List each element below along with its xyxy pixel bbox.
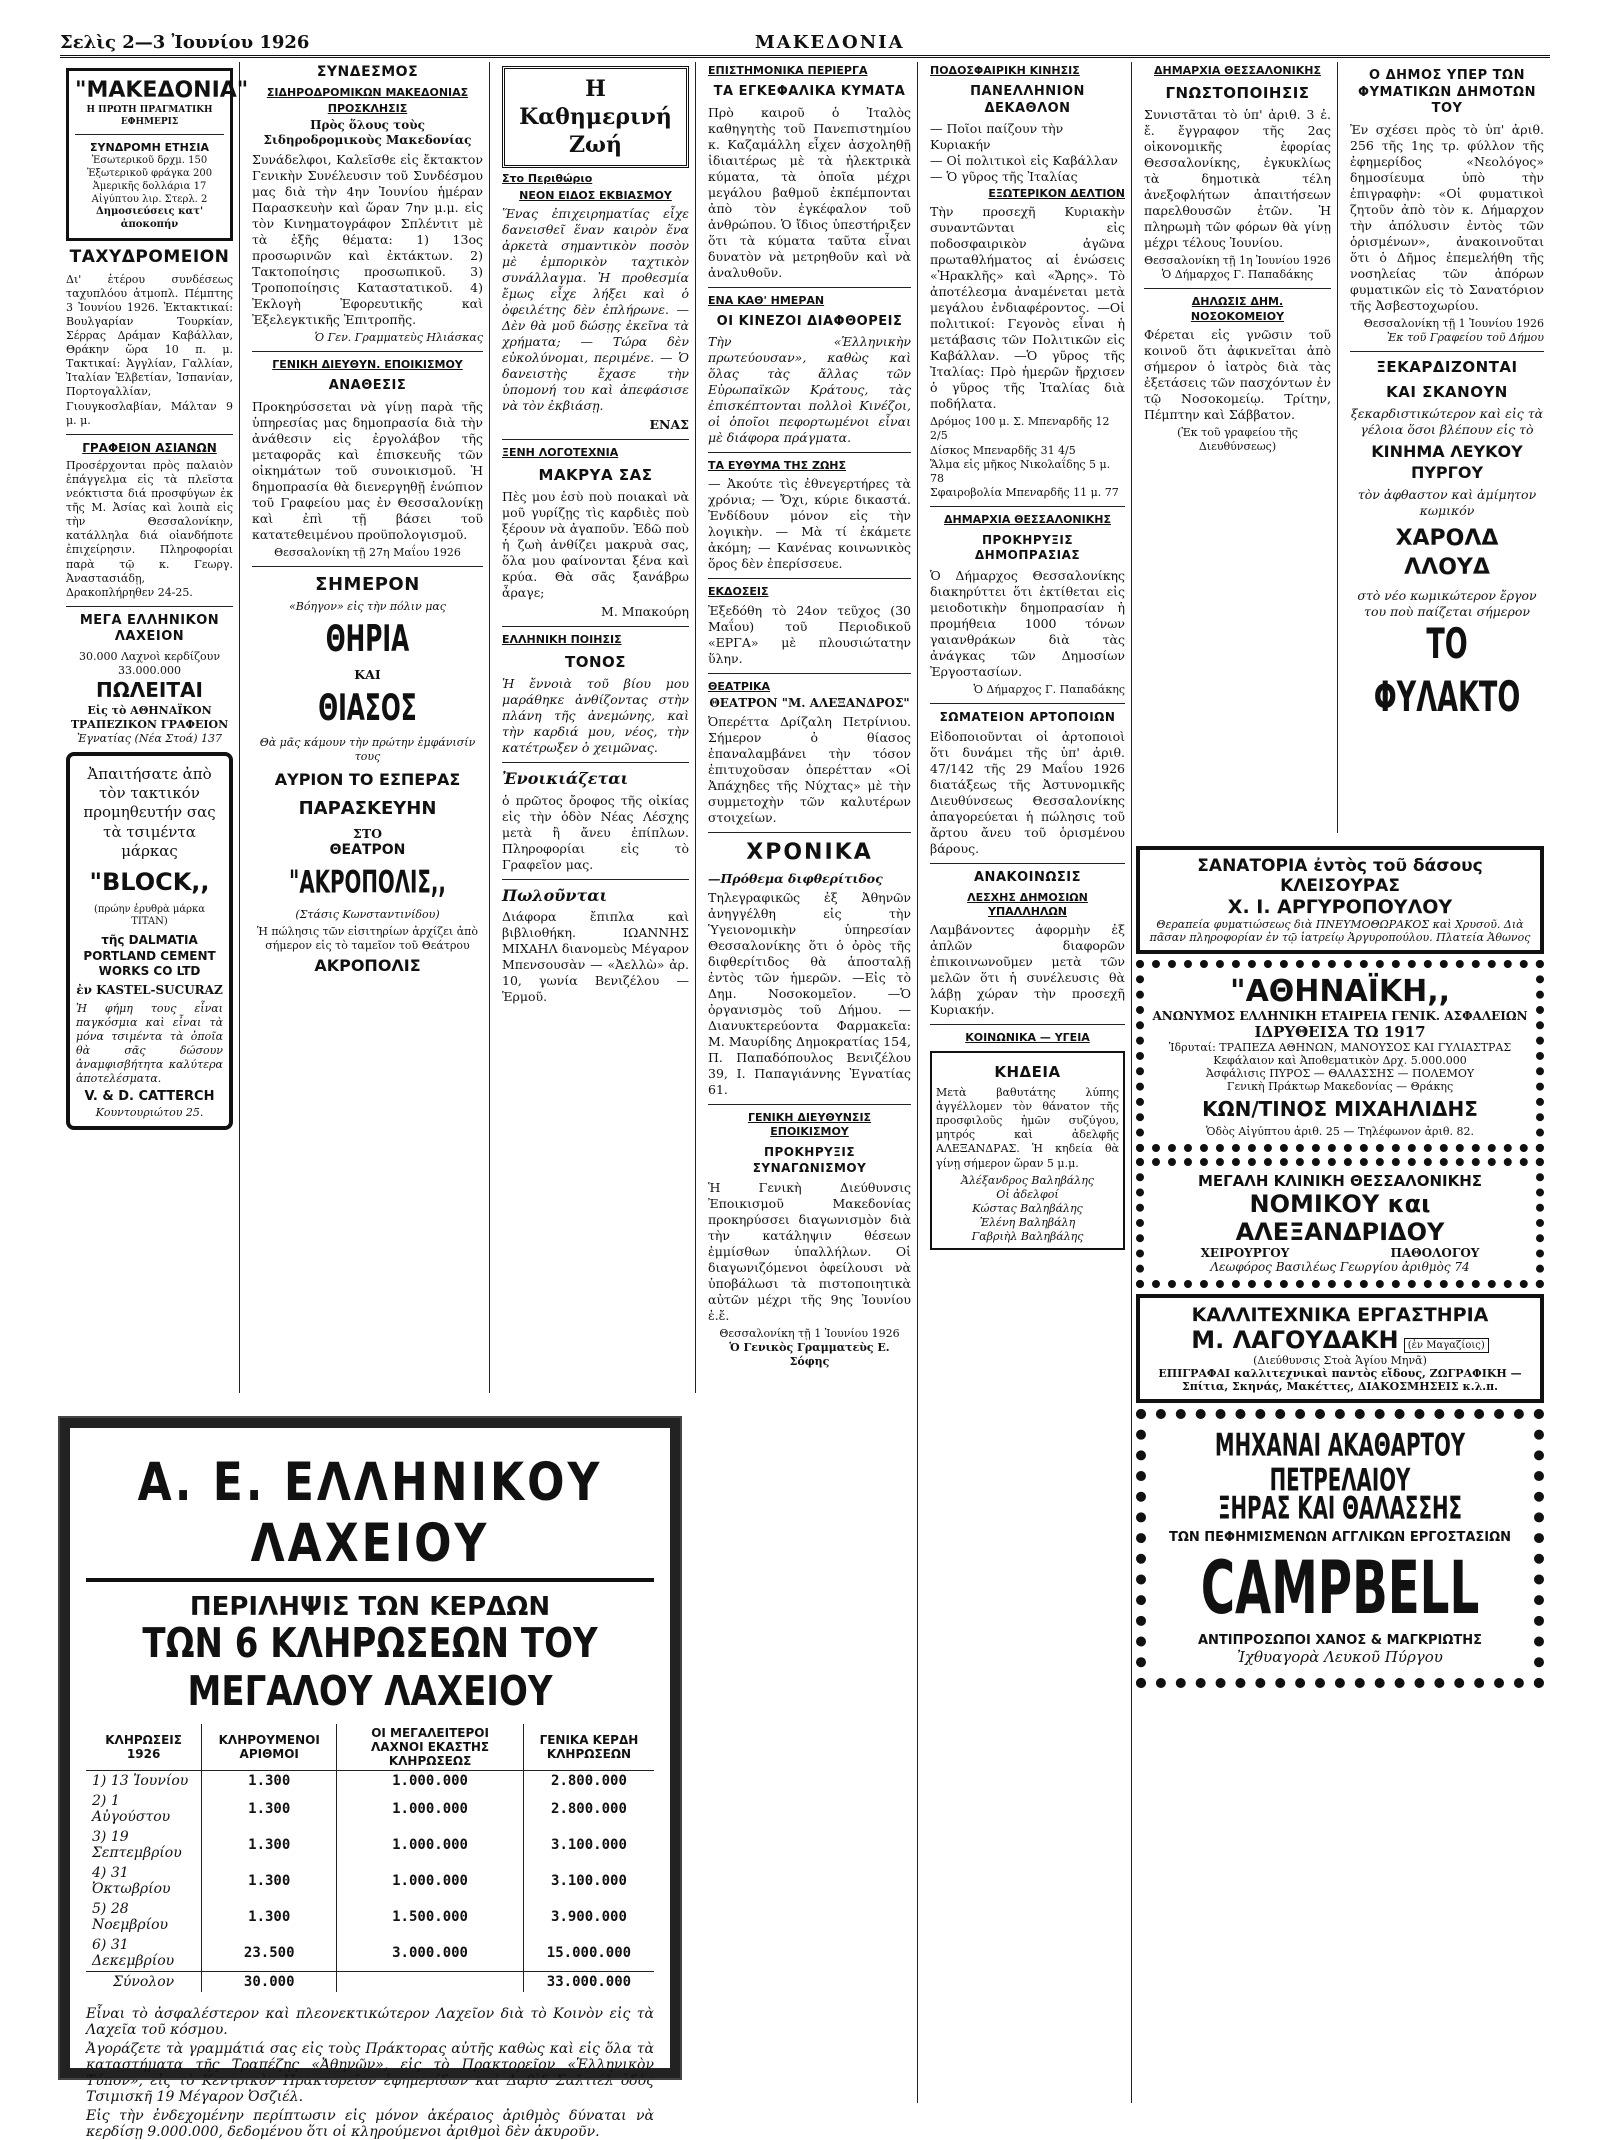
total-numbers: 30.000 (202, 1972, 337, 1993)
blackmail-title: ΝΕΟΝ ΕΙΔΟΣ ΕΚΒΙΑΣΜΟΥ (519, 188, 672, 202)
laugh-line-2: τὸν ἀφθαστον καὶ ἀμίμητον κωμικόν (1357, 487, 1537, 519)
draw-total: 3.100.000 (523, 1827, 654, 1863)
total-empty (337, 1972, 524, 1993)
tonos-title: ΤΟΝΟΣ (564, 652, 627, 671)
lottery-foot-2: Ἀγοράζετε τὰ γραμμάτιά σας εἰς τοὺς Πράκτορας αὐτῆς καθὼς καὶ εἰς ὅλα τὰ καταστήματα τῆς Τραπέζης «Ἀθηνῶν», εἰς τὸ Πρακτορεῖον «Ἑλληνικὸν Τύπον», εἰς τὸ Κεντρικὸν Πρακτορεῖον ἐφημερίδων καὶ Δαβὶδ Σαλτιέλ ὁδὸς Τσιμισκῆ 19 Μέγαρον Ὀσζιέλ. (86, 2041, 654, 2105)
draw-largest: 1.000.000 (337, 1827, 524, 1863)
chinese-body: Τὴν «Ἑλληνικὴν πρωτεύουσαν», καθὼς καὶ ὅλας τὰς ἄλλας τῶν Εὐρωπαϊκῶν Κράτους, τὰς ἐπισκέπτονται πολλοὶ Κινέζοι, οἱ ὁποῖοι πεφορτωμένοι εἶναι μὲ διάφορα πράγματα. (708, 334, 911, 446)
decathlon-line-2: — Οἱ πολιτικοὶ εἰς Καβάλλαν (930, 153, 1118, 169)
theatre-section: ΘΕΑΤΡΙΚΑ (708, 679, 771, 693)
ath-line-2: Κεφάλαιον καὶ Ἀποθεματικὸν Δρχ. 5.000.000 (1213, 1054, 1467, 1067)
column-6 (1138, 62, 1338, 833)
campbell-ad (1136, 1409, 1544, 1688)
mach-agents: ΑΝΤΙΠΡΟΣΩΠΟΙ ΧΑΝΟΣ & ΜΑΓΚΡΙΩΤΗΣ (1197, 1633, 1482, 1648)
draw-date: 5) 28 Νοεμβρίου (92, 1901, 169, 1933)
competition-body: Ἡ Γενικὴ Διεύθυνσις Ἐποικισμοῦ Μακεδονίας προκηρύσσει διαγωνισμὸν διὰ τὴν κατάληψιν θέσεων ἐμμίσθων ὑπαλλήλων. Οἱ διαγωνιζόμενοι ὀφείλουσι νὰ ὑποβάλωσι τὰ πιστοποιητικὰ αὐτῶν μέχρι τῆς 9ης Ἰουνίου ἐ.ἔ. (708, 1180, 911, 1324)
chinese-title: ΟΙ ΚΙΝΕΖΟΙ ΔΙΑΦΘΟΡΕΙΣ (716, 313, 903, 329)
art-name: Μ. ΛΑΓΟΥΔΑΚΗ (1191, 1326, 1399, 1354)
far-from-you-sign: Μ. Μπακούρη (601, 603, 689, 619)
laugh-title: ΞΕΚΑΡΔΙΖΟΝΤΑΙ (1376, 358, 1518, 377)
draw-date: 2) 1 Αὐγούστου (92, 1793, 171, 1825)
san-title: ΣΑΝΑΤΟΡΙΑ ἐντὸς τοῦ δάσους ΚΛΕΙΣΟΥΡΑΣ (1197, 856, 1483, 896)
table-total-row (86, 1972, 654, 1993)
brain-waves-title: ΤΑ ΕΓΚΕΦΑΛΙΚΑ ΚΥΜΑΤΑ (713, 84, 906, 100)
debut-hint: Θὰ μᾶς κάμουν τὴν πρώτην ἐμφάνισίν τους (259, 736, 476, 764)
theatron-line: ΘΕΑΤΡΟΝ (329, 841, 406, 858)
publications-body: Ἐξεδόθη τὸ 24ον τεῦχος (30 Μαΐου) τοῦ Περιοδικοῦ «ΕΡΓΑ» μὲ πλουσιώτατην ὕλην. (708, 602, 911, 666)
block-brand: "BLOCK,, (89, 867, 210, 896)
table-row (86, 1899, 654, 1935)
result-1: Δρόμος 100 μ. Σ. Μπεναρδῆς 12 2/5 (930, 415, 1110, 443)
mach-brand: CAMPBELL (1200, 1547, 1480, 1631)
settlement-date: Θεσσαλονίκη τῇ 27η Μαΐου 1926 (274, 545, 461, 559)
hospital-body: Φέρεται εἰς γνῶσιν τοῦ κοινοῦ ὅτι ἀφικνεῖται ἀπὸ σήμερον ὁ ἰατρὸς διὰ τὰς ἐξετάσεις τῶν πασχόντων ἐν τῷ Νοσοκομείῳ. Τρίτην, Πέμπτην καὶ Σάββατον. (1144, 326, 1331, 422)
notice-body: Συνιστᾶται τὸ ὑπ' ἀριθ. 3 ἐ. ἔ. ἔγγραφον τῆς 2ας οἰκονομικῆς ἐφορίας Θεσσαλονίκης, ἐγκυκλίως τὰ δημοτικὰ τέλη ἀνεξοφλήτων ἀπαιτήσεων παρελθουσῶν ἐτῶν. Ἡ πληρωμὴ τῶν φόρων θὰ γίνῃ μέχρι τέλους Ἰουνίου. (1144, 107, 1331, 251)
funeral-name-4: Ἑλένη Βαληβάλη (979, 1215, 1076, 1229)
mach-title: ΜΗΧΑΝΑΙ ΑΚΑΘΑΡΤΟΥ ΠΕΤΡΕΛΑΙΟΥ (1214, 1429, 1466, 1499)
clinic-names: ΝΟΜΙΚΟΥ και ΑΛΕΞΑΝΔΡΙΔΟΥ (1235, 1190, 1445, 1246)
column-5 (924, 62, 1132, 2103)
newspaper-logo-box (66, 68, 249, 241)
ath-line-1: Ἱδρυταί: ΤΡΑΠΕΖΑ ΑΘΗΝΩΝ, ΜΑΝΟΥΣΟΣ ΚΑΙ ΓΥΛΙΑΣΤΡΑΣ (1168, 1041, 1512, 1054)
notice-title: ΓΝΩΣΤΟΠΟΙΗΣΙΣ (1165, 84, 1310, 103)
draw-total: 2.800.000 (523, 1791, 654, 1827)
funeral-box (930, 1051, 1125, 1250)
mach-line: ΤΩΝ ΠΕΦΗΜΙΣΜΕΝΩΝ ΑΓΓΛΙΚΩΝ ΕΡΓΟΣΤΑΣΙΩΝ (1168, 1530, 1512, 1545)
column-4 (702, 62, 918, 2103)
lottery-table (86, 1724, 654, 1992)
cinema-name: ΚΙΝΗΜΑ ΛΕΥΚΟΥ ΠΥΡΓΟΥ (1371, 442, 1523, 482)
and-word: ΚΑΙ (354, 667, 381, 683)
block-cement-ad (66, 752, 233, 1130)
table-row (86, 1863, 654, 1899)
hospital-title: ΔΗΛΩΣΙΣ ΔΗΜ. ΝΟΣΟΚΟΜΕΙΟΥ (1190, 295, 1285, 323)
col-header-draws: ΚΛΗΡΩΣΕΙΣ 1926 (86, 1724, 202, 1771)
column-7 (1344, 62, 1550, 833)
clinic-address: Λεωφόρος Βασιλέως Γεωργίου ἀριθμὸς 74 (1210, 1260, 1470, 1274)
total-label: Σύνολον (113, 1974, 175, 1990)
masthead (60, 30, 1550, 58)
bakers-title: ΣΩΜΑΤΕΙΟΝ ΑΡΤΟΠΟΙΩΝ (939, 709, 1116, 724)
lottery-results-ad (60, 1418, 680, 2140)
post-text: Δι' ἑτέρου συνδέσεως ταχυπλόου ἀτμοπλ. Πέμπτης 3 Ἰουνίου 1926. Ἐκτακτικαί: Βουλγαρίαν Τουρκίαν, Σέρρας Δράμαν Καβάλλαν, Θράκην ὥρα 10 π. μ. Τακτικαί: Ἀγγλίαν, Γαλλίαν, Ἰταλίαν Ἑλβετίαν, Ἰσπανίαν, Πορτογαλλίαν, Γιουγκοσλαβίαν, Μάλταν 9 μ. μ. (66, 272, 233, 427)
right-ads (1130, 840, 1550, 2078)
draw-numbers: 1.300 (202, 1827, 337, 1863)
column-3 (496, 62, 696, 1393)
sto-line: ΣΤΟ (352, 825, 383, 841)
logo-subtitle: Η ΠΡΩΤΗ ΠΡΑΓΜΑΤΙΚΗ ΕΦΗΜΕΡΙΣ (86, 105, 213, 127)
draw-total: 3.100.000 (523, 1863, 654, 1899)
auction-body: Ὁ Δήμαρχος Θεσσαλονίκης διακηρύττει ὅτι ἐκτίθεται εἰς μειοδοτικὴν δημοπρασίαν ἡ προμήθεια 1000 τόνων γαιανθράκων διὰ τὰς ἀνάγκας τῶν Δημοσίων Ἐργοστασίων. (930, 567, 1125, 679)
lottery-title: Α. Ε. ΕΛΛΗΝΙΚΟΥ ΛΑΧΕΙΟΥ (137, 1451, 603, 1575)
page-date: Σελὶς 2—3 Ἰουνίου 1926 (60, 32, 310, 53)
result-4: Σφαιροβολία Μπεναρδῆς 11 μ. 77 (930, 485, 1119, 499)
decathlon-title: ΠΑΝΕΛΛΗΝΙΟΝ ΔΕΚΑΘΛΟΝ (970, 84, 1085, 116)
greek-poetry-title: ΕΛΛΗΝΙΚΗ ΠΟΙΗΣΙΣ (502, 632, 622, 646)
union-title: ΣΥΝΔΕΣΜΟΣ (316, 64, 419, 80)
draw-date: 6) 31 Δεκεμβρίου (92, 1937, 175, 1969)
announcement-body: Λαμβάνοντες ἀφορμὴν ἐξ ἀπλῶν διαφορῶν ἐπικοινωνοῦμεν μετὰ τῶν μελῶν ὅτι ἡ συνέλευσις θὰ λάβῃ χώραν τὴν προσεχῆ Κυριακήν. (930, 921, 1125, 1017)
settlement-body: Προκηρύσσεται νὰ γίνῃ παρὰ τῆς ὑπηρεσίας μας δημοπρασία διὰ τὴν ἀνάθεσιν εἰς ἐργολάβον τῆς μεταφορᾶς καὶ ἐπισκευῆς τῶν οἰκημάτων τοῦ συνοικισμοῦ. Ἡ δημοπρασία θὰ διενεργηθῇ ἐνώπιον τοῦ Γραφείου μας ἐν Θεσσαλονίκῃ καὶ ἐπὶ τῇ βάσει τοῦ κατατεθειμένου προϋπολογισμοῦ. (252, 398, 483, 542)
margin-title: Στο Περιθώριο (502, 172, 593, 186)
tomorrow-line: ΑΥΡΙΟΝ ΤΟ ΕΣΠΕΡΑΣ (274, 770, 461, 790)
block-agent: V. & D. CATTERCH (84, 1089, 215, 1105)
decathlon-body: Τὴν προσεχῆ Κυριακὴν συναντῶνται εἰς ποδοσφαιρικὸν ἀγῶνα πρωταθλήματος αἱ ἑνώσεις «Ἡρακλῆς» καὶ «Ἄρης». Τὸ ἀποτέλεσμα ἀναμένεται μετὰ μεγάλου ἐνδιαφέροντος. —Οἱ πολιτικοί: Γεγονὸς εἶναι ἡ μετάβασις τῶν Πολιτικῶν εἰς Καβάλλαν. —Ὁ γῦρος τῆς Ἰταλίας: Πρὸ ἡμερῶν ἤρχισεν ὁ γῦρος τῆς Ἰταλίας διὰ ποδήλατα. (930, 204, 1125, 412)
sub-line-3: Ἀμερικῆς δολλάρια 17 (92, 180, 207, 192)
block-address: Κουντουριώτου 25. (95, 1105, 204, 1119)
acropolis-footer: ΑΚΡΟΠΟΛΙΣ (314, 956, 421, 976)
ath-title: "ΑΘΗΝΑΪΚΗ,, (1229, 974, 1451, 1009)
thiasos-headline: ΘΙΑΣΟΣ (318, 687, 417, 730)
competition-sign: Ὁ Γενικὸς Γραμματεὺς Ε. Σόφης (729, 1341, 890, 1369)
mach-address: Ἰχθυαγορὰ Λευκοῦ Πύργου (1237, 1648, 1443, 1666)
competition-date: Θεσσαλονίκη τῇ 1 Ἰουνίου 1926 (719, 1327, 900, 1341)
tb-date: Θεσσαλονίκη τῇ 1 Ἰουνίου 1926 (1363, 316, 1544, 330)
today-title: ΣΗΜΕΡΟΝ (315, 573, 420, 595)
col-header-numbers: ΚΛΗΡΟΥΜΕΝΟΙ ΑΡΙΘΜΟΙ (202, 1724, 337, 1771)
subscription-title: ΣΥΝΔΡΟΜΗ ΕΤΗΣΙΑ (90, 141, 209, 155)
table-row (86, 1771, 654, 1792)
clinic-roles (1150, 1246, 1530, 1260)
tb-sign: Ἐκ τοῦ Γραφείου τοῦ Δήμου (1386, 330, 1544, 344)
ath-address: Ὁδὸς Αἰγύπτου ἀριθ. 25 — Τηλέφωνον ἀριθ. 82. (1206, 1125, 1474, 1138)
settlement2-title: ΓΕΝΙΚΗ ΔΙΕΥΘΥΝΣΙΣ ΕΠΟΙΚΙΣΜΟΥ (747, 1111, 872, 1139)
draw-largest: 1.000.000 (337, 1771, 524, 1792)
table-row (86, 1791, 654, 1827)
lottery-ad-address: Ἐγνατίας (Νέα Στοά) 137 (77, 731, 222, 745)
art-title: ΚΑΛΛΙΤΕΧΝΙΚΑ ΕΡΓΑΣΤΗΡΙΑ (1191, 1304, 1489, 1326)
clinic-ad (1136, 1158, 1544, 1288)
lottery-ad-where: Εἰς τὸ ΑΘΗΝΑΪΚΟΝ ΤΡΑΠΕΖΙΚΟΝ ΓΡΑΦΕΙΟΝ (70, 703, 229, 731)
sale-head: Πωλοῦνται (502, 885, 608, 905)
draw-largest: 3.000.000 (337, 1935, 524, 1972)
sub-line-1: Ἐσωτερικοῦ δρχμ. 150 (91, 155, 208, 167)
draw-total: 15.000.000 (523, 1935, 654, 1972)
lottery-sub2: ΤΩΝ 6 ΚΛΗΡΩΣΕΩΝ ΤΟΥ ΜΕΓΑΛΟΥ ΛΑΧΕΙΟΥ (142, 1620, 598, 1716)
draw-total: 2.800.000 (523, 1771, 654, 1792)
ath-sub: ΑΝΩΝΥΜΟΣ ΕΛΛΗΝΙΚΗ ΕΤΑΙΡΕΙΑ ΓΕΝΙΚ. ΑΣΦΑΛΕΙΩΝ (1152, 1009, 1528, 1023)
draw-largest: 1.000.000 (337, 1863, 524, 1899)
draw-numbers: 1.300 (202, 1771, 337, 1792)
union-sub3: Πρὸς ὅλους τοὺς Σιδηροδρομικοὺς Μακεδονίας (263, 118, 472, 148)
union-subtitle: ΣΙΔΗΡΟΔΡΟΜΙΚΩΝ ΜΑΚΕΔΟΝΙΑΣ (266, 85, 469, 99)
brain-waves-body: Πρὸ καιροῦ ὁ Ἰταλὸς καθηγητὴς τοῦ Πανεπιστημίου κ. Καζαμάλλη εἶχεν ἀσχοληθῇ ἰδιαιτέρως μὲ τὰ ἠλεκτρικὰ κύματα, τὰ ὁποῖα μέχρι μεγάλου βαθμοῦ ἐκπέμπονται ἀπὸ τὸν ἐγκέφαλον τοῦ ἀνθρώπου. Ὁ ἴδιος ὑπεστήριξεν ὅτι τὰ κύματα ταῦτα εἶναι δυνατὸν νὰ μετρηθοῦν καὶ νὰ ἀναλυθοῦν. (708, 104, 911, 280)
column-2 (246, 62, 490, 1393)
acropolis-headline: "ΑΚΡΟΠΟΛΙΣ,, (289, 865, 446, 901)
lottery-sub1: ΠΕΡΙΛΗΨΙΣ ΤΩΝ ΚΕΡΔΩΝ (189, 1592, 551, 1622)
draw-date: 3) 19 Σεπτεμβρίου (92, 1829, 182, 1861)
clinic-role-2: ΠΑΘΟΛΟΓΟΥ (1390, 1246, 1480, 1260)
block-text-4: ἐν KASTEL-SUCURAZ (76, 983, 223, 998)
beasts-headline: ΘΗΡΙΑ (325, 618, 410, 661)
lottery-foot-3: Εἰς τὴν ἐνδεχομένην περίπτωσιν εἰς μόνον ἀκέραιος ἀριθμὸς δύναται νὰ κερδίσῃ 9.000.000, δεδομένου ὅτι οἱ κληρούμενοι ἀριθμοὶ δὲν ἀκυροῦν. (86, 2108, 654, 2140)
football-section: ΠΟΔΟΣΦΑΙΡΙΚΗ ΚΙΝΗΣΙΣ (930, 64, 1080, 77)
hospital-sign: (Ἐκ τοῦ γραφείου τῆς Διευθύνσεως) (1177, 425, 1298, 453)
ath-agent: ΚΩΝ/ΤΙΝΟΣ ΜΙΧΑΗΛΙΔΗΣ (1202, 1097, 1478, 1121)
funeral-body: Μετὰ βαθυτάτης λύπης ἀγγέλλομεν τὸν θάνατον τῆς προσφιλοῦς ἡμῶν συζύγου, μητρός καὶ ἀδελφῆς ΑΛΕΞΑΝΔΡΑΣ. Ἡ κηδεία θὰ γίνῃ σήμερον ὥραν 5 μ.μ. (936, 1086, 1119, 1170)
ath-line-4: Γενικὴ Πράκτωρ Μακεδονίας — Θράκης (1226, 1080, 1454, 1093)
daily-section: ΕΝΑ ΚΑΘ' ΗΜΕΡΑΝ (708, 293, 825, 307)
col-header-largest: ΟΙ ΜΕΓΑΛΕΙΤΕΡΟΙ ΛΑΧΝΟΙ ΕΚΑΣΤΗΣ ΚΛΗΡΩΣΕΩΣ (337, 1724, 524, 1771)
competition-title: ΠΡΟΚΗΡΥΞΙΣ ΣΥΝΑΓΩΝΙΣΜΟΥ (752, 1145, 867, 1175)
art-address: (Διεύθυνσις Στοὰ Ἁγίου Μηνᾶ) (1253, 1354, 1427, 1367)
block-text-5: Ἡ φήμη τους εἶναι παγκόσμια καὶ εἶναι τὰ μόνα τσιμέντα τὰ ὁποῖα θὰ σᾶς δώσουν ἀναμφισβήτητα καλύτερα ἀποτελέσματα. (76, 1001, 223, 1086)
draw-largest: 1.000.000 (337, 1791, 524, 1827)
result-3: Ἅλμα εἰς μῆκος Νικολαΐδης 5 μ. 78 (930, 457, 1111, 485)
daily-life-banner (502, 66, 689, 168)
draw-numbers: 1.300 (202, 1863, 337, 1899)
laugh-sub: ΚΑΙ ΣΚΑΝΟΥΝ (1386, 383, 1508, 402)
tonos-body: Ἡ ἔννοιὰ τοῦ βίου μου μαράθηκε ἀνθίζοντας στὴν πλάνη τῆς ἀνεμώνης, καὶ τὴν καρδιά μου, νέος, τὴν κατέτρωξεν ὁ χειμῶνας. (502, 676, 689, 756)
chronicle-sub: —Πρόθεμα διφθερίτιδος (708, 871, 883, 887)
draw-total: 3.900.000 (523, 1899, 654, 1935)
rent-head: Ἐνοικιάζεται (502, 769, 629, 789)
decathlon-line-1: — Ποῖοι παίζουν τὴν Κυριακήν (930, 121, 1064, 153)
funeral-name-5: Γαβριὴλ Βαληβάλης (971, 1229, 1084, 1243)
ath-year: ΙΔΡΥΘΕΙΣΑ ΤΩ 1917 (1254, 1023, 1426, 1041)
far-from-you-body: Πὲς μου ἐσὺ ποὺ ποιακαὶ νὰ μοῦ γυρίζῃς τὶς καρδιὲς ποὺ ξέρουν νὰ ἀγαποῦν. Ἐδῶ ποὺ ἡ ζωὴ ἀνθίζει μακρυὰ σας, ὅλα μου φαίνονται ξένα καὶ κρύα. Θὰ σᾶς ξανάβρω ἆραγε; (502, 488, 689, 600)
municipality-title: ΔΗΜΑΡΧΙΑ ΘΕΣΣΑΛΟΝΙΚΗΣ (944, 512, 1111, 526)
blackmail-body: Ἕνας ἐπιχειρηματίας εἶχε δανεισθεῖ ἕναν καιρὸν ἕνα ἀρκετὰ σημαντικὸν ποσὸν μὲ ἐμπορικὸν ταχτικὸν συνάλλαγμα. Ἡ προθεσμία ἔμως εἶχε λήξει καὶ ὁ ὀφειλέτης δὲν ἐπλήρωνε. — Δὲν θὰ μοῦ δώσῃς ἐκεῖνα τὰ χρήματα; — Τώρα δὲν εὐκολύνομαι, περιμένε. — Ὁ δανειστὴς ἔχασε τὴν ὑπομονή του καὶ ἀπεφάσισε νὰ τὸν ἐκβιάσῃ. (502, 205, 689, 413)
art-note: (ἐν Μαγαζίοις) (1404, 1338, 1489, 1353)
san-name: Χ. Ι. ΑΡΓΥΡΟΠΟΥΛΟΥ (1227, 896, 1453, 918)
draw-numbers: 1.300 (202, 1899, 337, 1935)
sub-line-4: Αἰγύπτου λιρ. Στερλ. 2 (91, 193, 208, 205)
col-header-total: ΓΕΝΙΚΑ ΚΕΡΔΗ ΚΛΗΡΩΣΕΩΝ (523, 1724, 654, 1771)
block-text-1: Ἀπαιτήσατε ἀπὸ τὸν τακτικόν προμηθευτήν σας τὰ τσιμέντα μάρκας (83, 765, 216, 860)
table-row (86, 1827, 654, 1863)
film-title: ΤΟ ΦΥΛΑΚΤΟ (1373, 619, 1521, 723)
funeral-name-3: Κώστας Βαληβάλης (972, 1201, 1083, 1215)
theatre-body: Ὀπερέττα Δρίζαλη Πετρίνιου. Σήμερον ὁ θίασος ἐπαναλαμβάνει τὴν τόσον ἐπιτυχοῦσαν ὀπερέτταν «Οἱ Ἀπάχηδες τῆς Νύχτας» μὲ τὴν συμμετοχὴν τῶν καλυτέρων στοιχείων. (708, 714, 911, 825)
auction-title: ΠΡΟΚΗΡΥΞΙΣ ΔΗΜΟΠΡΑΣΙΑΣ (974, 532, 1081, 563)
funeral-name-1: Ἀλέξανδρος Βαληβάλης (961, 1173, 1094, 1187)
decathlon-line-3: — Ὁ γῦρος τῆς Ἰταλίας (930, 169, 1078, 185)
notice-sign: Ὁ Δήμαρχος Γ. Παπαδάκης (1161, 268, 1314, 282)
block-text-2: (πρώην ἐρυθρὰ μάρκα TITAN) (93, 903, 206, 928)
blackmail-sign: ΕΝΑΣ (649, 416, 689, 432)
mach-sub: ΞΗΡΑΣ ΚΑΙ ΘΑΛΑΣΣΗΣ (1217, 1492, 1463, 1527)
tb-body: Ἐν σχέσει πρὸς τὸ ὑπ' ἀριθ. 256 τῆς 1ης τρ. φύλλον τῆς ἐφημερίδος «Νεολόγος» δημοσίευμα ὑπὸ τὴν ἐπιγραφὴν: «Οἱ φυματικοὶ ζητοῦν ἀπὸ τὸν κ. Δήμαρχον τὴν ἀπόλυσιν ἐντὸς τῶν ὁρισμένων», ἀνακοινοῦται ὅτι ὁ Δῆμος ἐπεμελήθη τῆς νοσηλείας τῶν ἀπόρων φυματικῶν εἰς τὸ Σανατόριον τῆς Ἀσβεστοχωρίου. (1350, 121, 1544, 313)
block-text-3: τῆς DALMATIA PORTLAND CEMENT WORKS CO LTD (83, 933, 216, 978)
clinic-role-1: ΧΕΙΡΟΥΡΓΟΥ (1200, 1246, 1290, 1260)
bakers-body: Εἰδοποιοῦνται οἱ ἀρτοποιοὶ ὅτι δυνάμει τῆς ὑπ' ἀριθ. 47/142 τῆς 29 Μαΐου 1926 διατάξεως τῆς Ἀστυνομικῆς Διευθύνσεως Θεσσαλονίκης ἀπαγορεύεται ἡ πώλησις τοῦ ἄρτου ἄνευ τοῦ ὁρισμένου βάρους. (930, 729, 1125, 857)
union-sub2: ΠΡΟΣΚΛΗΣΙΣ (327, 101, 408, 115)
social-title: ΚΟΙΝΩΝΙΚΑ — ΥΓΕΙΑ (965, 1030, 1090, 1044)
draw-numbers: 1.300 (202, 1791, 337, 1827)
rent-body: ὁ πρῶτος ὄροφος τῆς οἰκίας εἰς τὴν ὁδὸν Νέας Λέσχης μετὰ ἢ ἄνευ ἐπίπλων. Πληροφορίαι εἰς τὸ Γραφεῖον μας. (502, 792, 689, 872)
draw-date: 4) 31 Ὀκτωβρίου (92, 1865, 171, 1897)
clinic-title: ΜΕΓΑΛΗ ΚΛΙΝΙΚΗ ΘΕΣΣΑΛΟΝΙΚΗΣ (1197, 1172, 1483, 1190)
funeral-name-2: Οἱ ἀδελφοί (996, 1187, 1059, 1201)
humor-body: — Ἀκούτε τὶς ἐθνεγερτήρες τὰ χρόνια; — Ὄχι, κύριε δικαστά. Ἐνδίδουν μόνον εἰς τὴν λογικὴν. — Μὰ τί ἐκάμετε ἀκόμη; — Κανένας κοινωνικὸς ὅρος δὲν ἐπερίσσευε. (708, 476, 911, 572)
settlement-subtitle: ΑΝΑΘΕΣΙΣ (328, 377, 407, 393)
total-prizes: 33.000.000 (523, 1972, 654, 1993)
paper-name: ΜΑΚΕΔΟΝΙΑ (754, 32, 905, 53)
lottery-ad-sell: ΠΩΛΕΙΤΑΙ (96, 678, 203, 703)
lottery-foot-1: Εἶναι τὸ ἀσφαλέστερον καὶ πλεονεκτικώτερον Λαχεῖον διὰ τὸ Κοινὸν εἰς τὰ Λαχεῖα τοῦ κόσμου. (86, 2006, 654, 2038)
laugh-line-3: στὸ νέο κωμικώτερον ἔργον του ποὺ παίζεται σήμερον (1357, 587, 1537, 619)
chronicle-title: ΧΡΟΝΙΚΑ (746, 840, 873, 865)
theatre-name: ΘΕΑΤΡΟΝ "Μ. ΑΛΕΞΑΝΔΡΟΣ" (709, 695, 910, 710)
auction-sign: Ὁ Δήμαρχος Γ. Παπαδάκης (973, 682, 1125, 696)
science-section: ΕΠΙΣΤΗΜΟΝΙΚΑ ΠΕΡΙΕΡΓΑ (708, 64, 868, 77)
post-title: ΤΑΧΥΔΡΟΜΕΙΟΝ (69, 247, 230, 268)
settlement-title: ΓΕΝΙΚΗ ΔΙΕΥΘΥΝ. ΕΠΟΙΚΙΣΜΟΥ (272, 357, 463, 371)
sub-line-2: Ἐξωτερικοῦ φράγκα 200 (86, 168, 213, 180)
tb-title: Ο ΔΗΜΟΣ ΥΠΕΡ ΤΩΝ ΦΥΜΑΤΙΚΩΝ ΔΗΜΟΤΩΝ ΤΟΥ (1358, 68, 1536, 117)
actor-name: ΧΑΡΟΛΔ ΛΛΟΥΔ (1395, 526, 1499, 580)
announcement-sub: ΛΕΣΧΗΣ ΔΗΜΟΣΙΩΝ ΥΠΑΛΛΗΛΩΝ (967, 890, 1088, 918)
office-title: ΓΡΑΦΕΙΟΝ ΑΣΙΑΝΩΝ (82, 440, 217, 455)
result-2: Δίσκος Μπεναρδῆς 31 4/5 (930, 443, 1076, 457)
lottery-ad-line: 30.000 Λαχνοὶ κερδίζουν 33.000.000 (78, 650, 221, 678)
funeral-title: ΚΗΔΕΙΑ (994, 1062, 1061, 1081)
logo-title: "ΜΑΚΕΔΟΝΙΑ" (75, 78, 249, 103)
draw-date: 1) 13 Ἰουνίου (92, 1773, 189, 1789)
column-1 (60, 62, 249, 1393)
announcement-title: ΑΝΑΚΟΙΝΩΣΙΣ (974, 870, 1081, 886)
station-line: (Στάσις Κωνσταντινίδου) (295, 908, 440, 921)
sanatorium-ad (1136, 846, 1544, 954)
banner-text: Η Καθημερινή Ζωή (519, 76, 672, 159)
laugh-line: ξεκαρδιστικώτερον καὶ εἰς τὰ γέλοια ὅσοι βλέπουν εἰς τὸ (1350, 406, 1544, 438)
union-sign: Ὁ Γεν. Γραμματεὺς Ηλιάσκας (314, 330, 483, 344)
sale-body: Διάφορα ἔπιπλα καὶ βιβλιοθήκη. ΙΩΑΝΝΗΣ ΜΙΧΑΗΛ διανομεὺς Μέγαρον Μπενσουσὰν — «Ἀελλὼ» ἀρ. 10, γωνία Βενιζέλου — Ἑρμοῦ. (502, 909, 689, 1005)
ath-line-3: Ἀσφάλισις ΠΥΡΟΣ — ΘΑΛΑΣΣΗΣ — ΠΟΛΕΜΟΥ (1205, 1067, 1475, 1080)
table-row (86, 1935, 654, 1972)
san-body: Θεραπεία φυματιώσεως διὰ ΠΝΕΥΜΟΘΩΡΑΚΟΣ καὶ Χρυσοῦ. Διὰ πᾶσαν πληροφορίαν ἐν τῷ ἰατρείῳ Ἀργυροπούλου. Πλατεία Ἀθωνος (1149, 918, 1531, 944)
humor-title: ΤΑ ΕΥΘΥΜΑ ΤΗΣ ΖΩΗΣ (708, 459, 847, 473)
office-text: Προσέρχονται πρὸς παλαιὸν ἐπάγγελμα εἰς τὰ πλεῖστα νεόκτιστα διά προσφύγων ἐκ τῆς Μ. Ἀσίας καὶ λοιπὰ εἰς τὴν Θεσσαλονίκην, κατάλληλα διά οἱανδήποτε ἐπιχείρησιν. Πληροφορίαι παρὰ τῷ κ. Γεωργ. Ἀναστασιάδῃ, Δρακοπλήρηθεν 24-25. (66, 459, 233, 599)
foreign-lit-title: ΞΕΝΗ ΛΟΓΟΤΕΧΝΙΑ (502, 445, 619, 459)
sub-line-5: Δημοσιεύσεις κατ' ἀποκοπήν (95, 206, 204, 231)
lottery-ad-title: ΜΕΓΑ ΕΛΛΗΝΙΚΟΝ ΛΑΧΕΙΟΝ (79, 612, 220, 645)
today-sub: «Βόηγον» εἰς τὴν πόλιν μας (289, 599, 446, 613)
ticket-note: Ἡ πώλησις τῶν εἰσιτηρίων ἀρχίζει ἀπὸ σήμερον εἰς τὸ ταμεῖον τοῦ Θεάτρου (257, 925, 478, 953)
draw-largest: 1.500.000 (337, 1899, 524, 1935)
union-body: Συνάδελφοι, Καλεῖσθε εἰς ἔκτακτον Γενικὴν Συνέλευσιν τοῦ Συνδέσμου μας διὰ τὴν 4ην Ἰουνίου ἡμέραν Παρασκευὴν καὶ ὥραν 7ην μ.μ. εἰς τὸν Κινηματογράφον Σπλέντιτ μὲ τὰ ἑξῆς θέματα: 1) 13ος προσωρινῶν καὶ ἐκτάκτων. 2) Τακτοποίησις προσωπικοῦ. 3) Τροποποίησις Καταστατικοῦ. 4) Ἐκλογὴ Ἐφορευτικῆς καὶ Ἐξελεγκτικῆς Ἐπιτροπῆς. (252, 151, 483, 327)
notice-date: Θεσσαλονίκη τῇ 1η Ἰουνίου 1926 (1144, 254, 1331, 268)
friday-line: ΠΑΡΑΣΚΕΥΗΝ (298, 797, 437, 819)
art-workshop-ad (1136, 1294, 1544, 1403)
chronicle-body: Τηλεγραφικῶς ἐξ Ἀθηνῶν ἀνηγγέλθη εἰς τὴν Ὑγειονομικὴν ὑπηρεσίαν Θεσσαλονίκης ὅτι ὁ ὀρὸς τῆς διφθερίτιδος θὰ ἀποσταλῇ ἐντὸς τῶν ἡμερῶν. —Εἰς τὸ Δημ. Νοσοκομεῖον. —Ὁ ὀργανισμὸς τοῦ Δήμου. —Διανυκτερεύοντα Φαρμακεῖα: Μ. Μαυρίδης Δημοκρατίας 154, Π. Παπαδόπουλος Βενιζέλου 39, Ι. Παπαγιάννης Ἐγνατίας 61. (708, 890, 911, 1098)
art-body: ΕΠΙΓΡΑΦΑΙ καλλιτεχνικαὶ παντὸς εἴδους, ΖΩΓΡΑΦΙΚΗ — Σπίτια, Σκηνάς, Μακέττες, ΔΙΑΚΟΣΜΗΣΕΙΣ κ.λ.π. (1158, 1367, 1522, 1393)
publications-title: ΕΚΔΟΣΕΙΣ (708, 585, 769, 599)
foreign-bulletin: ΕΞΩΤΕΡΙΚΟΝ ΔΕΛΤΙΟΝ (988, 187, 1125, 201)
draw-numbers: 23.500 (202, 1935, 337, 1972)
far-from-you-title: ΜΑΚΡΥΑ ΣΑΣ (538, 465, 653, 484)
notice-section: ΔΗΜΑΡΧΙΑ ΘΕΣΣΑΛΟΝΙΚΗΣ (1154, 64, 1321, 77)
athinaiki-ad (1136, 960, 1544, 1152)
